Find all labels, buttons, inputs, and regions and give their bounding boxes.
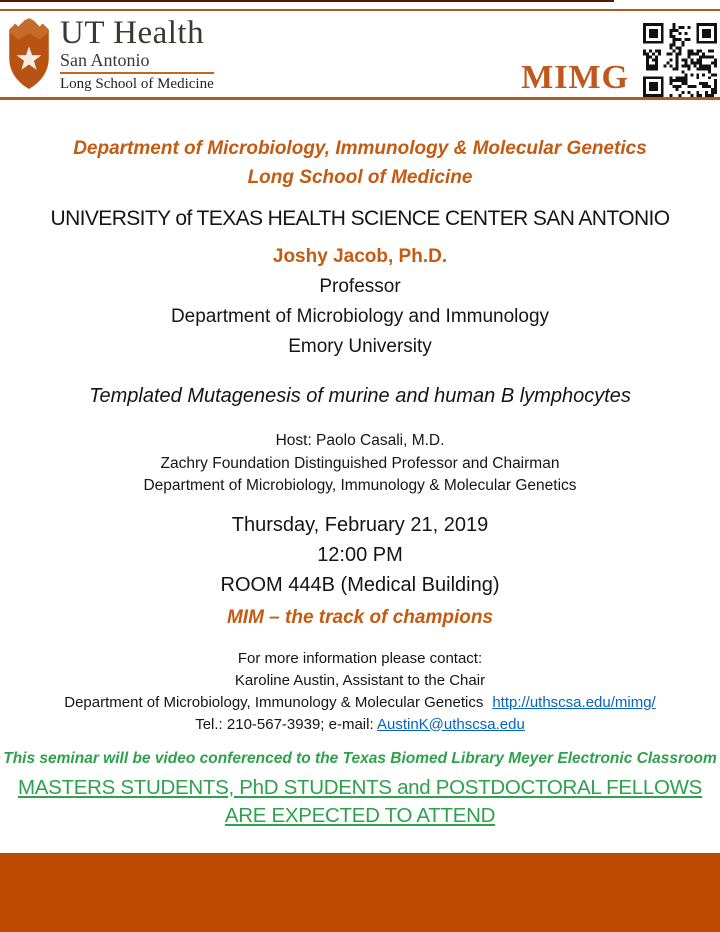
speaker-department: Department of Microbiology and Immunology: [170, 306, 550, 327]
host-line2: Zachry Foundation Distinguished Professor and Chairman: [160, 454, 560, 472]
contact-line3: [0, 692, 720, 714]
flyer-content: [0, 100, 720, 830]
logo-subtitle: San Antonio: [60, 50, 214, 74]
university-name: UNIVERSITY of TEXAS HEALTH SCIENCE CENTER SAN ANTONIO: [50, 207, 670, 230]
contact-block: [0, 648, 720, 736]
qr-code-icon: [643, 23, 717, 97]
contact-line2: Karoline Austin, Assistant to the Chair: [234, 671, 486, 689]
logo-text-block: [60, 16, 214, 93]
tagline: MIM – the track of champions: [226, 606, 494, 628]
department-title-line1: Department of Microbiology, Immunology & Molecular Genetics: [73, 138, 647, 159]
top-dark-line: [0, 0, 614, 2]
host-line1: Host: Paolo Casali, M.D.: [275, 432, 445, 449]
event-location: ROOM 444B (Medical Building): [220, 573, 500, 596]
contact-line4-text: Tel.: 210-567-3939; e-mail:: [195, 715, 374, 733]
event-time: 12:00 PM: [317, 543, 403, 566]
logo-title: UT Health: [60, 15, 205, 51]
speaker-block: [0, 242, 720, 362]
department-title: [0, 134, 720, 192]
ut-health-logo: [6, 16, 214, 93]
website-link[interactable]: http://uthscsa.edu/mimg/: [492, 693, 656, 711]
speaker-name: Joshy Jacob, Ph.D.: [272, 246, 448, 267]
contact-line3-text: Department of Microbiology, Immunology & Molecular Genetics: [64, 693, 484, 711]
footer-orange-bar: [0, 853, 720, 932]
host-block: [0, 430, 720, 498]
speaker-institution: Emory University: [288, 336, 432, 357]
host-line3: Department of Microbiology, Immunology & Molecular Genetics: [143, 477, 577, 494]
department-title-line2: Long School of Medicine: [247, 167, 473, 188]
talk-title: Templated Mutagenesis of murine and human B lymphocytes: [89, 385, 631, 407]
header-right: [521, 23, 717, 97]
header: [0, 11, 720, 97]
email-link[interactable]: AustinK@uthscsa.edu: [376, 715, 525, 733]
ut-shield-icon: [6, 16, 52, 92]
event-block: [0, 510, 720, 600]
event-date: Thursday, February 21, 2019: [231, 513, 489, 536]
speaker-title: Professor: [319, 276, 401, 297]
contact-line1: For more information please contact:: [237, 649, 483, 667]
attendance-notice: MASTERS STUDENTS, PhD STUDENTS and POSTDOCTORAL FELLOWS ARE EXPECTED TO ATTEND: [17, 775, 703, 827]
video-conference-notice: This seminar will be video conferenced to the Texas Biomed Library Meyer Electronic Classroom: [3, 749, 717, 767]
contact-line4: [0, 714, 720, 736]
logo-school: Long School of Medicine: [60, 76, 214, 92]
mimg-acronym: MIMG: [521, 59, 629, 96]
